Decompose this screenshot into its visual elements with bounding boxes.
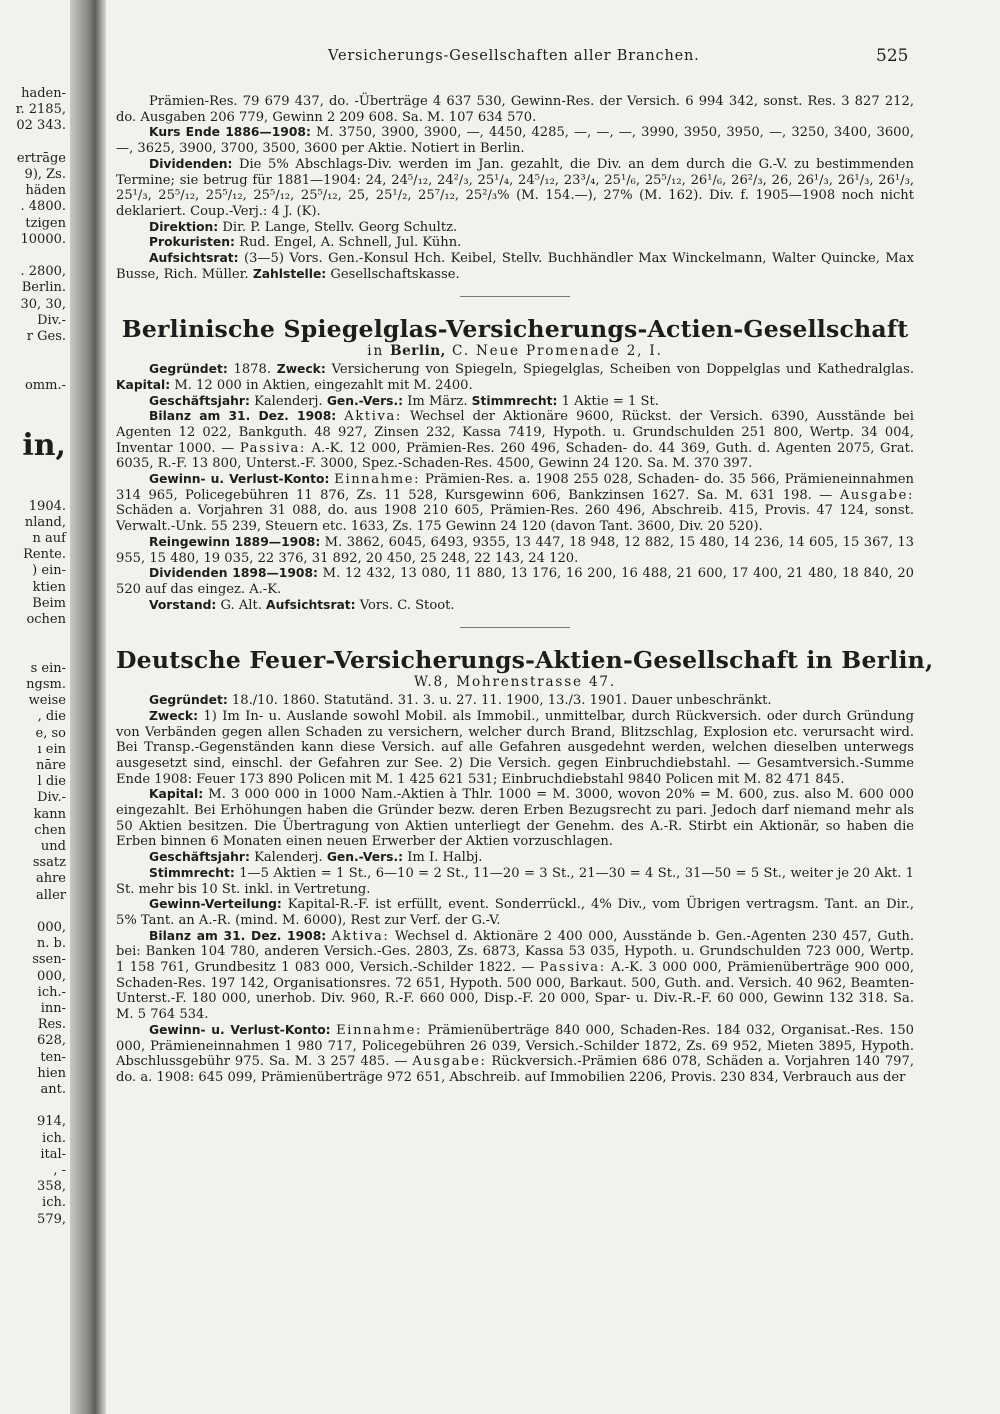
- margin-line: l die: [37, 774, 66, 790]
- field-text: M. 3750, 3900, 3900, —, 4450, 4285, —, —, —, 3990, 3950, 3950, —, 3250, 3400, 3600, —, 3625, 3900, 3700, 3500, 3600 per Aktie. Notiert in Berlin.: [116, 125, 915, 157]
- subheading: Einnahme:: [334, 472, 421, 488]
- margin-line: ich.: [42, 1195, 66, 1211]
- field-label: Aufsichtsrat:: [149, 251, 239, 266]
- margin-line: Berlin.: [21, 280, 66, 296]
- margin-line: weise: [28, 693, 66, 709]
- margin-line: in,: [22, 428, 66, 464]
- margin-line: aller: [36, 887, 66, 903]
- margin-line: Div.-: [37, 312, 66, 328]
- field-label: Vorstand:: [149, 597, 217, 612]
- field-label: Gen.-Vers.:: [326, 393, 404, 408]
- field-label: Bilanz am 31. Dez. 1908:: [149, 928, 327, 943]
- field-label: Zweck:: [276, 362, 326, 377]
- margin-line: 914,: [37, 1114, 66, 1130]
- margin-line: Res.: [37, 1017, 66, 1033]
- paragraph: [116, 566, 914, 597]
- paragraph: [116, 409, 914, 472]
- paragraph: [116, 929, 914, 1023]
- margin-line: inn-: [40, 1000, 66, 1016]
- margin-line: häden: [25, 183, 66, 199]
- field-text: Dir. P. Lange, Stellv. Georg Schultz.: [218, 219, 458, 235]
- field-text: Vors. C. Stoot.: [355, 597, 455, 613]
- field-label: Dividenden:: [149, 156, 233, 171]
- margin-line: [0, 466, 70, 482]
- margin-line: [0, 645, 70, 661]
- field-text: Prämien-Res. 79 679 437, do. -Überträge 4 637 530, Gewinn-Res. der Versich. 6 994 342, sonst. Res. 3 827 212, do. Ausgaben 206 779, Gewinn 2 209 608. Sa. M. 107 634 570.: [116, 94, 914, 125]
- margin-line: Div.-: [37, 790, 66, 806]
- field-text: A.-K. 3 000 000, Prämienüberträge 900 000, Schaden-Res. 197 142, Organisationsres. 72 651, Hypoth. 500 000, Barkaut. 500, Guth. and. Versich. 40 962, Beamten-Unterst.-F. 180 000, unerhob. Div. 960, R.-F. 660 000, Disp.-F. 20 000, Spar- u. Div.-R.-F. 60 000, Gewinn 132 318. Sa. M. 5 764 534.: [116, 960, 915, 1023]
- field-text: Wechsel d. Aktionäre 2 400 000, Ausstände b. Gen.-Agenten 230 457, Guth. bei: Banken 104 780, anderen Versich.-Ges. 2803, Zs. 6873, Kassa 53 035, Hypoth. u. Grundschulden 723 000, Wertp. 1 158 761, Grundbesitz 1 083 000, Versich.-Schilder 1822. —: [116, 928, 914, 976]
- field-label: Gen.-Vers.:: [326, 850, 404, 865]
- paragraph: [116, 897, 914, 928]
- margin-line: r. 2185,: [15, 102, 66, 118]
- field-text: Wechsel der Aktionäre 9600, Rückst. der Versich. 6390, Ausstände bei Agenten 12 022, Bankguth. 48 927, Zinsen 232, Kassa 7419, Hypoth. u. Grundschulden 251 800, Wertp. 34 004, Inventar 1000. —: [116, 409, 914, 456]
- field-text: Kapital-R.-F. ist erfüllt, event. Sonderrückl., 4% Div., vom Übrigen vertragsm. Tant. an Dir., 5% Tant. an A.-R. (mind. M. 6000), Rest zur Verf. der G.-V.: [116, 897, 914, 928]
- paragraph: [116, 157, 914, 220]
- section-berlinische-spiegelglas: [116, 314, 914, 613]
- margin-line: 000,: [37, 968, 66, 984]
- field-text: G. Alt.: [216, 597, 267, 613]
- subheading: Aktiva:: [344, 409, 402, 425]
- paragraph: [116, 866, 914, 897]
- field-text: Im I. Halbj.: [403, 850, 483, 866]
- margin-line: ich.-: [37, 984, 66, 1000]
- field-label: Aufsichtsrat:: [266, 597, 356, 612]
- field-label: Geschäftsjahr:: [149, 393, 250, 408]
- field-text: A.-K. 12 000, Prämien-Res. 260 496, Schaden- do. 44 369, Guth. d. Agenten 2075, Grat. 6035, R.-F. 13 800, Unterst.-F. 3000, Spez.-Schaden-Res. 4500, Gewinn 24 120. Sa. M. 370 397.: [116, 440, 915, 472]
- subheading: Ausgabe:: [839, 487, 914, 503]
- main-column: [116, 94, 934, 1086]
- margin-line: ten-: [40, 1049, 66, 1065]
- margin-line: 1904.: [28, 498, 66, 514]
- field-text: Kalenderj.: [249, 393, 327, 409]
- margin-line: ) ein-: [32, 563, 66, 579]
- margin-line: omm.-: [24, 377, 66, 393]
- margin-line: tzigen: [25, 215, 66, 231]
- subheading: Passiva:: [539, 960, 606, 976]
- margin-line: ant.: [40, 1081, 66, 1097]
- field-label: Gewinn-Verteilung:: [149, 897, 282, 912]
- margin-line: hien: [37, 1065, 66, 1081]
- margin-line: 579,: [37, 1211, 66, 1227]
- paragraph: [116, 693, 914, 709]
- margin-line: n. b.: [36, 936, 66, 952]
- margin-line: ngsm.: [26, 676, 66, 692]
- field-label: Reingewinn 1889—1908:: [149, 534, 321, 549]
- paragraph: [116, 394, 914, 410]
- location-prefix: in: [367, 343, 384, 360]
- margin-line: [0, 345, 70, 361]
- margin-line: nland,: [24, 514, 66, 530]
- field-label: Kapital:: [116, 377, 171, 392]
- paragraph: [116, 94, 914, 125]
- paragraph: [116, 850, 914, 866]
- field-text: 1—5 Aktien = 1 St., 6—10 = 2 St., 11—20 = 3 St., 21—30 = 4 St., 31—50 = 5 St., weiter je 20 Akt. 1 St. mehr bis 10 St. inkl. in Vertretung.: [116, 865, 914, 897]
- book-gutter: [70, 0, 106, 1414]
- field-label: Gegründet:: [149, 693, 228, 708]
- field-text: Rückversich.-Prämien 686 078, Schäden a. Vorjahren 140 797, do. a. 1908: 645 099, Prämienüberträge 972 651, Abschreib. auf Immobilien 2206, Provis. 230 834, Verbrauch aus der: [116, 1054, 914, 1085]
- paragraph: [116, 125, 914, 156]
- field-text: 1 Aktie = 1 St.: [557, 393, 659, 409]
- margin-line: ahre: [35, 871, 66, 887]
- margin-line: e, so: [35, 725, 66, 741]
- subheading: Passiva:: [239, 440, 306, 456]
- margin-line: ochen: [26, 612, 66, 628]
- field-text: Schäden a. Vorjahren 31 088, do. aus 1908 210 605, Prämien-Res. 260 496, Abschreib. 415, Provis. 47 124, sonst. Verwalt.-Unk. 55 239, Steuern etc. 1633, Zs. 175 Gewinn 24 120 (davon Tant. 3600, Div. 20 520).: [116, 503, 914, 535]
- margin-line: 000,: [37, 919, 66, 935]
- field-label: Gewinn- u. Verlust-Konto:: [149, 472, 330, 487]
- paragraph: [116, 598, 914, 614]
- margin-line: 02 343.: [16, 118, 66, 134]
- margin-line: . 4800.: [20, 199, 66, 215]
- paragraph: [116, 535, 914, 566]
- margin-line: nāre: [35, 757, 66, 773]
- field-label: Zahlstelle:: [252, 266, 327, 281]
- paragraph: [116, 235, 914, 251]
- margin-line: [0, 135, 70, 151]
- section-divider: [460, 296, 570, 297]
- margin-line: 9), Zs.: [24, 167, 66, 183]
- company-address: W.8, Mohrenstrasse 47.: [414, 674, 616, 691]
- paragraph: [116, 709, 914, 788]
- margin-line: [0, 904, 70, 920]
- adjacent-page-margin: [0, 86, 70, 1228]
- address-line: C. Neue Promenade 2, I.: [452, 343, 663, 360]
- field-text: Prämienüberträge 840 000, Schaden-Res. 184 032, Organisat.-Res. 150 000, Prämieneinnahmen 1 980 717, Policegebühren 26 039, Versich.-Schilder 1872, Zs. 69 952, Mieten 3895, Hypoth. Abschlussgebühr 975. Sa. M. 3 257 485. —: [116, 1022, 915, 1070]
- field-text: Im März.: [403, 393, 472, 409]
- field-label: Geschäftsjahr:: [149, 850, 250, 865]
- margin-line: kann: [33, 806, 66, 822]
- section-divider: [460, 627, 570, 628]
- margin-line: ssen-: [32, 952, 66, 968]
- paragraph: [116, 251, 914, 282]
- company-title: Deutsche Feuer-Versicherungs-Aktien-Gesellschaft in Berlin,: [116, 646, 934, 675]
- margin-line: chen: [34, 822, 66, 838]
- section-deutsche-feuer: [116, 645, 934, 1085]
- margin-line: und: [40, 838, 66, 854]
- company-city: Berlin,: [390, 343, 446, 360]
- field-label: Dividenden 1898—1908:: [149, 566, 318, 581]
- field-label: Stimmrecht:: [149, 865, 235, 880]
- field-text: Kalenderj.: [249, 850, 327, 866]
- field-text: Gesellschaftskasse.: [326, 266, 460, 282]
- field-text: M. 12 432, 13 080, 11 880, 13 176, 16 200, 16 488, 21 600, 17 400, 21 480, 18 840, 20 520 auf das eingez. A.-K.: [116, 566, 914, 597]
- margin-line: [0, 482, 70, 498]
- field-text: Prämien-Res. a. 1908 255 028, Schaden- do. 35 566, Prämieneinnahmen 314 965, Policegebühren 11 876, Zs. 11 528, Kursgewinn 606, Bankzinsen 1627. Sa. M. 631 198. —: [116, 472, 914, 503]
- margin-line: [0, 361, 70, 377]
- field-text: Versicherung von Spiegeln, Spiegelglas, Scheiben von Doppelglas und Kathedralglas.: [325, 362, 914, 378]
- company-title: Berlinische Spiegelglas-Versicherungs-Actien-Gesellschaft: [121, 315, 909, 344]
- section-previous-company-continued: [116, 94, 914, 282]
- margin-line: [0, 410, 70, 426]
- margin-line: , -: [53, 1163, 66, 1178]
- field-label: Gegründet:: [149, 362, 228, 377]
- field-text: 1) Im In- u. Auslande sowohl Mobil. als Immobil., unmittelbar, durch Rückversich. oder durch Gründung von Verbänden gegen allen Schaden zu versichern, welcher durch Brand, Blitzschlag, Explosion etc. verursacht wird. Bei Transp.-Gegenständen kann diese Versich. auf alle Gefahren ausgedehnt werden, welchen dieselben unterwegs ausgesetzt sind, einschl. der Gefahren zur See. 2) Die Versich. gegen Einbruchdiebstahl. — Gesamtversich.-Summe Ende 1908: Feuer 173 890 Policen mit M. 1 425 621 531; Einbruchdiebstahl 9840 Policen mit M. 82 471 845.: [116, 708, 914, 787]
- company-details: [116, 693, 914, 1086]
- margin-line: [0, 1098, 70, 1114]
- paragraph: [116, 472, 914, 535]
- margin-line: ital-: [40, 1146, 66, 1162]
- margin-line: [0, 248, 70, 264]
- subheading: Ausgabe:: [412, 1054, 487, 1070]
- field-label: Direktion:: [149, 219, 219, 234]
- field-text: M. 3862, 6045, 6493, 9355, 13 447, 18 948, 12 882, 15 480, 14 236, 14 605, 15 367, 13 955, 15 480, 19 035, 22 376, 31 892, 20 450, 25 248, 22 143, 24 120.: [116, 534, 914, 566]
- paragraph: [116, 220, 914, 236]
- field-text: 1878.: [227, 362, 277, 378]
- margin-line: ertrāge: [16, 150, 66, 166]
- subheading: Aktiva:: [331, 928, 390, 944]
- margin-line: 358,: [37, 1179, 66, 1195]
- paragraph: [116, 787, 914, 850]
- margin-line: ich.: [42, 1130, 66, 1146]
- field-text: 18./10. 1860. Statutänd. 31. 3. u. 27. 11. 1900, 13./3. 1901. Dauer unbeschränkt.: [227, 693, 772, 709]
- field-label: Kapital:: [149, 787, 204, 802]
- field-text: Die 5% Abschlags-Div. werden im Jan. gezahlt, die Div. an dem durch die G.-V. zu bestimmenden Termine; sie betrug für 1881—1904: 24, 24⁵/₁₂, 24²/₃, 25¹/₄, 24⁵/₁₂, 23³/₄, 25¹/₆, 25⁵/₁₂, 26¹/₆, 26²/₃, 26, 26¹/₃, 26¹/₃, 26¹/₃, 25¹/₃, 25⁵/₁₂, 25⁵/₁₂, 25⁵/₁₂, 25⁵/₁₂, 25, 25¹/₂, 25⁷/₁₂, 25²/₃% (M. 154.—), 27% (M. 162). Div. f. 1905—1908 noch nicht deklariert. Coup.-Verj.: 4 J. (K).: [116, 156, 914, 219]
- margin-line: r Ges.: [26, 329, 66, 345]
- margin-line: 628,: [37, 1033, 66, 1049]
- margin-line: . 2800,: [20, 264, 66, 280]
- field-label: Stimmrecht:: [471, 393, 558, 408]
- paragraph: [116, 362, 914, 393]
- field-text: Rud. Engel, A. Schnell, Jul. Kühn.: [234, 235, 462, 251]
- margin-line: , die: [37, 709, 66, 725]
- margin-line: [0, 394, 70, 410]
- margin-line: 30, 30,: [20, 296, 66, 312]
- margin-line: ssatz: [32, 855, 66, 871]
- margin-line: haden-: [21, 86, 66, 101]
- margin-line: s ein-: [30, 660, 66, 676]
- margin-line: [0, 628, 70, 644]
- paragraph: [116, 1023, 914, 1086]
- margin-line: Beim: [32, 595, 66, 611]
- field-label: Zweck:: [149, 708, 199, 723]
- running-header: Versicherungs-Gesellschaften aller Branchen.: [328, 48, 700, 64]
- field-label: Bilanz am 31. Dez. 1908:: [149, 409, 337, 424]
- subheading: Einnahme:: [336, 1022, 422, 1038]
- company-details: [116, 362, 914, 613]
- field-text: M. 12 000 in Aktien, eingezahlt mit M. 2400.: [170, 377, 473, 393]
- margin-line: Rente.: [23, 547, 66, 563]
- margin-line: ktien: [32, 579, 66, 595]
- field-label: Prokuristen:: [149, 235, 235, 250]
- field-label: Kurs Ende 1886—1908:: [149, 125, 311, 140]
- field-text: (3—5) Vors. Gen.-Konsul Hch. Keibel, Stellv. Buchhändler Max Winckelmann, Walter Quincke, Max Busse, Rich. Müller.: [116, 251, 914, 282]
- page-number: 525: [876, 46, 909, 66]
- margin-line: n auf: [32, 531, 66, 547]
- field-label: Gewinn- u. Verlust-Konto:: [149, 1022, 331, 1037]
- company-address: [116, 344, 914, 360]
- margin-line: ı ein: [37, 741, 66, 757]
- margin-line: 10000.: [20, 231, 66, 247]
- field-text: M. 3 000 000 in 1000 Nam.-Aktien à Thlr. 1000 = M. 3000, wovon 20% = M. 600, zus. also M. 600 000 eingezahlt. Bei Erhöhungen haben die Gründer bezw. deren Erben Bezugsrecht zu pari. Jedoch darf niemand mehr als 50 Aktien besitzen. Die Übertragung von Aktien unterliegt der Genehm. des A.-R. Stirbt ein Aktionär, so haben die Erben binnen 6 Monaten einen neuen Erwerber der Aktien vorzuschlagen.: [116, 787, 914, 850]
